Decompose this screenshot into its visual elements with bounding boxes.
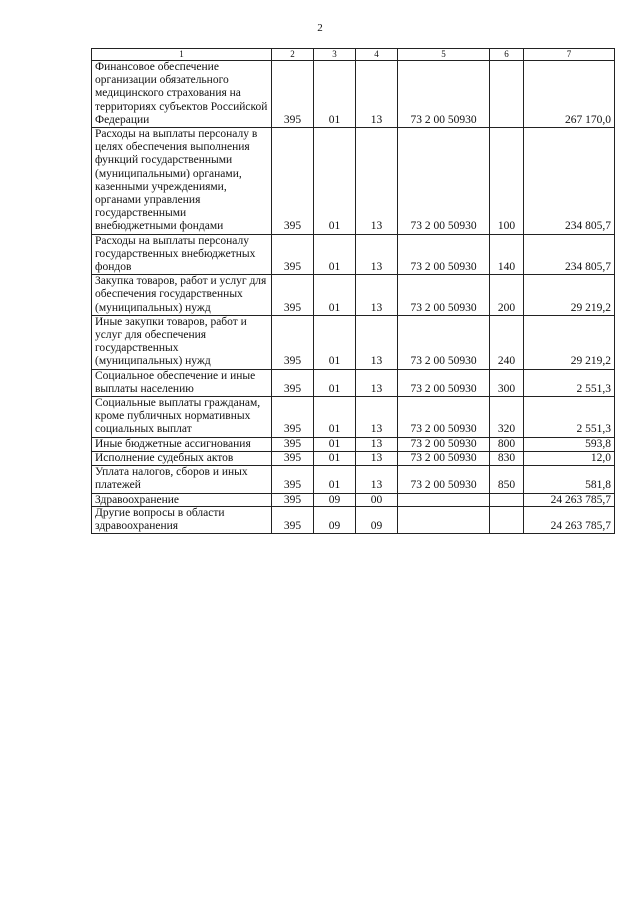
subsection-code: 13 [356, 128, 398, 235]
amount: 2 551,3 [524, 369, 615, 396]
table-row [92, 437, 615, 451]
amount: 29 219,2 [524, 275, 615, 316]
section-code: 01 [314, 234, 356, 275]
section-code: 01 [314, 369, 356, 396]
ministry-code: 395 [272, 275, 314, 316]
section-code: 01 [314, 466, 356, 493]
expense-type-code: 830 [490, 451, 524, 465]
ministry-code: 395 [272, 397, 314, 438]
amount: 29 219,2 [524, 315, 615, 369]
section-code: 01 [314, 275, 356, 316]
table-row [92, 128, 615, 235]
table-row [92, 466, 615, 493]
item-name: Исполнение судебных актов [92, 451, 272, 465]
target-article-code: 73 2 00 50930 [398, 128, 490, 235]
ministry-code: 395 [272, 451, 314, 465]
ministry-code: 395 [272, 466, 314, 493]
column-header: 4 [356, 49, 398, 61]
target-article-code: 73 2 00 50930 [398, 234, 490, 275]
item-name: Расходы на выплаты персоналу в целях обеспечения выполнения функций государственными (муниципальными) органами, казенными учреждениями, органами управления государственными внебюджетными фондами [92, 128, 272, 235]
amount: 581,8 [524, 466, 615, 493]
table-row [92, 451, 615, 465]
ministry-code: 395 [272, 369, 314, 396]
table-row [92, 506, 615, 533]
page-number: 2 [317, 22, 323, 34]
expense-type-code: 320 [490, 397, 524, 438]
amount: 234 805,7 [524, 234, 615, 275]
amount: 2 551,3 [524, 397, 615, 438]
amount: 24 263 785,7 [524, 506, 615, 533]
subsection-code: 13 [356, 397, 398, 438]
table-row [92, 61, 615, 128]
expense-type-code: 140 [490, 234, 524, 275]
section-code: 01 [314, 397, 356, 438]
item-name: Финансовое обеспечение организации обязательного медицинского страхования на территориях субъектов Российской Федерации [92, 61, 272, 128]
target-article-code: 73 2 00 50930 [398, 61, 490, 128]
ministry-code: 395 [272, 437, 314, 451]
item-name: Здравоохранение [92, 493, 272, 506]
subsection-code: 13 [356, 466, 398, 493]
target-article-code: 73 2 00 50930 [398, 369, 490, 396]
item-name: Иные бюджетные ассигнования [92, 437, 272, 451]
budget-table [91, 48, 615, 534]
ministry-code: 395 [272, 234, 314, 275]
expense-type-code: 300 [490, 369, 524, 396]
section-code: 01 [314, 437, 356, 451]
item-name: Расходы на выплаты персоналу государственных внебюджетных фондов [92, 234, 272, 275]
section-code: 09 [314, 493, 356, 506]
section-code: 01 [314, 61, 356, 128]
column-header: 2 [272, 49, 314, 61]
item-name: Закупка товаров, работ и услуг для обеспечения государственных (муниципальных) нужд [92, 275, 272, 316]
section-code: 01 [314, 128, 356, 235]
subsection-code: 13 [356, 451, 398, 465]
section-code: 01 [314, 315, 356, 369]
table-row [92, 397, 615, 438]
subsection-code: 13 [356, 369, 398, 396]
subsection-code: 13 [356, 315, 398, 369]
subsection-code: 13 [356, 437, 398, 451]
amount: 24 263 785,7 [524, 493, 615, 506]
target-article-code: 73 2 00 50930 [398, 466, 490, 493]
expense-type-code: 850 [490, 466, 524, 493]
ministry-code: 395 [272, 315, 314, 369]
amount: 267 170,0 [524, 61, 615, 128]
amount: 12,0 [524, 451, 615, 465]
section-code: 01 [314, 451, 356, 465]
ministry-code: 395 [272, 506, 314, 533]
ministry-code: 395 [272, 61, 314, 128]
section-code: 09 [314, 506, 356, 533]
subsection-code: 09 [356, 506, 398, 533]
item-name: Другие вопросы в области здравоохранения [92, 506, 272, 533]
item-name: Социальное обеспечение и иные выплаты населению [92, 369, 272, 396]
subsection-code: 00 [356, 493, 398, 506]
expense-type-code: 200 [490, 275, 524, 316]
expense-type-code: 100 [490, 128, 524, 235]
item-name: Иные закупки товаров, работ и услуг для обеспечения государственных (муниципальных) нужд [92, 315, 272, 369]
table-row [92, 315, 615, 369]
item-name: Социальные выплаты гражданам, кроме публичных нормативных социальных выплат [92, 397, 272, 438]
expense-type-code: 800 [490, 437, 524, 451]
subsection-code: 13 [356, 61, 398, 128]
expense-type-code [490, 61, 524, 128]
subsection-code: 13 [356, 275, 398, 316]
column-header: 1 [92, 49, 272, 61]
target-article-code: 73 2 00 50930 [398, 451, 490, 465]
target-article-code: 73 2 00 50930 [398, 315, 490, 369]
column-number-row [92, 49, 615, 61]
column-header: 5 [398, 49, 490, 61]
subsection-code: 13 [356, 234, 398, 275]
table-row [92, 275, 615, 316]
target-article-code: 73 2 00 50930 [398, 397, 490, 438]
target-article-code: 73 2 00 50930 [398, 275, 490, 316]
expense-type-code [490, 506, 524, 533]
expense-type-code [490, 493, 524, 506]
amount: 593,8 [524, 437, 615, 451]
expense-type-code: 240 [490, 315, 524, 369]
target-article-code: 73 2 00 50930 [398, 437, 490, 451]
column-header: 7 [524, 49, 615, 61]
item-name: Уплата налогов, сборов и иных платежей [92, 466, 272, 493]
ministry-code: 395 [272, 493, 314, 506]
target-article-code [398, 506, 490, 533]
table-row [92, 493, 615, 506]
column-header: 6 [490, 49, 524, 61]
ministry-code: 395 [272, 128, 314, 235]
table-row [92, 234, 615, 275]
target-article-code [398, 493, 490, 506]
table-row [92, 369, 615, 396]
amount: 234 805,7 [524, 128, 615, 235]
column-header: 3 [314, 49, 356, 61]
